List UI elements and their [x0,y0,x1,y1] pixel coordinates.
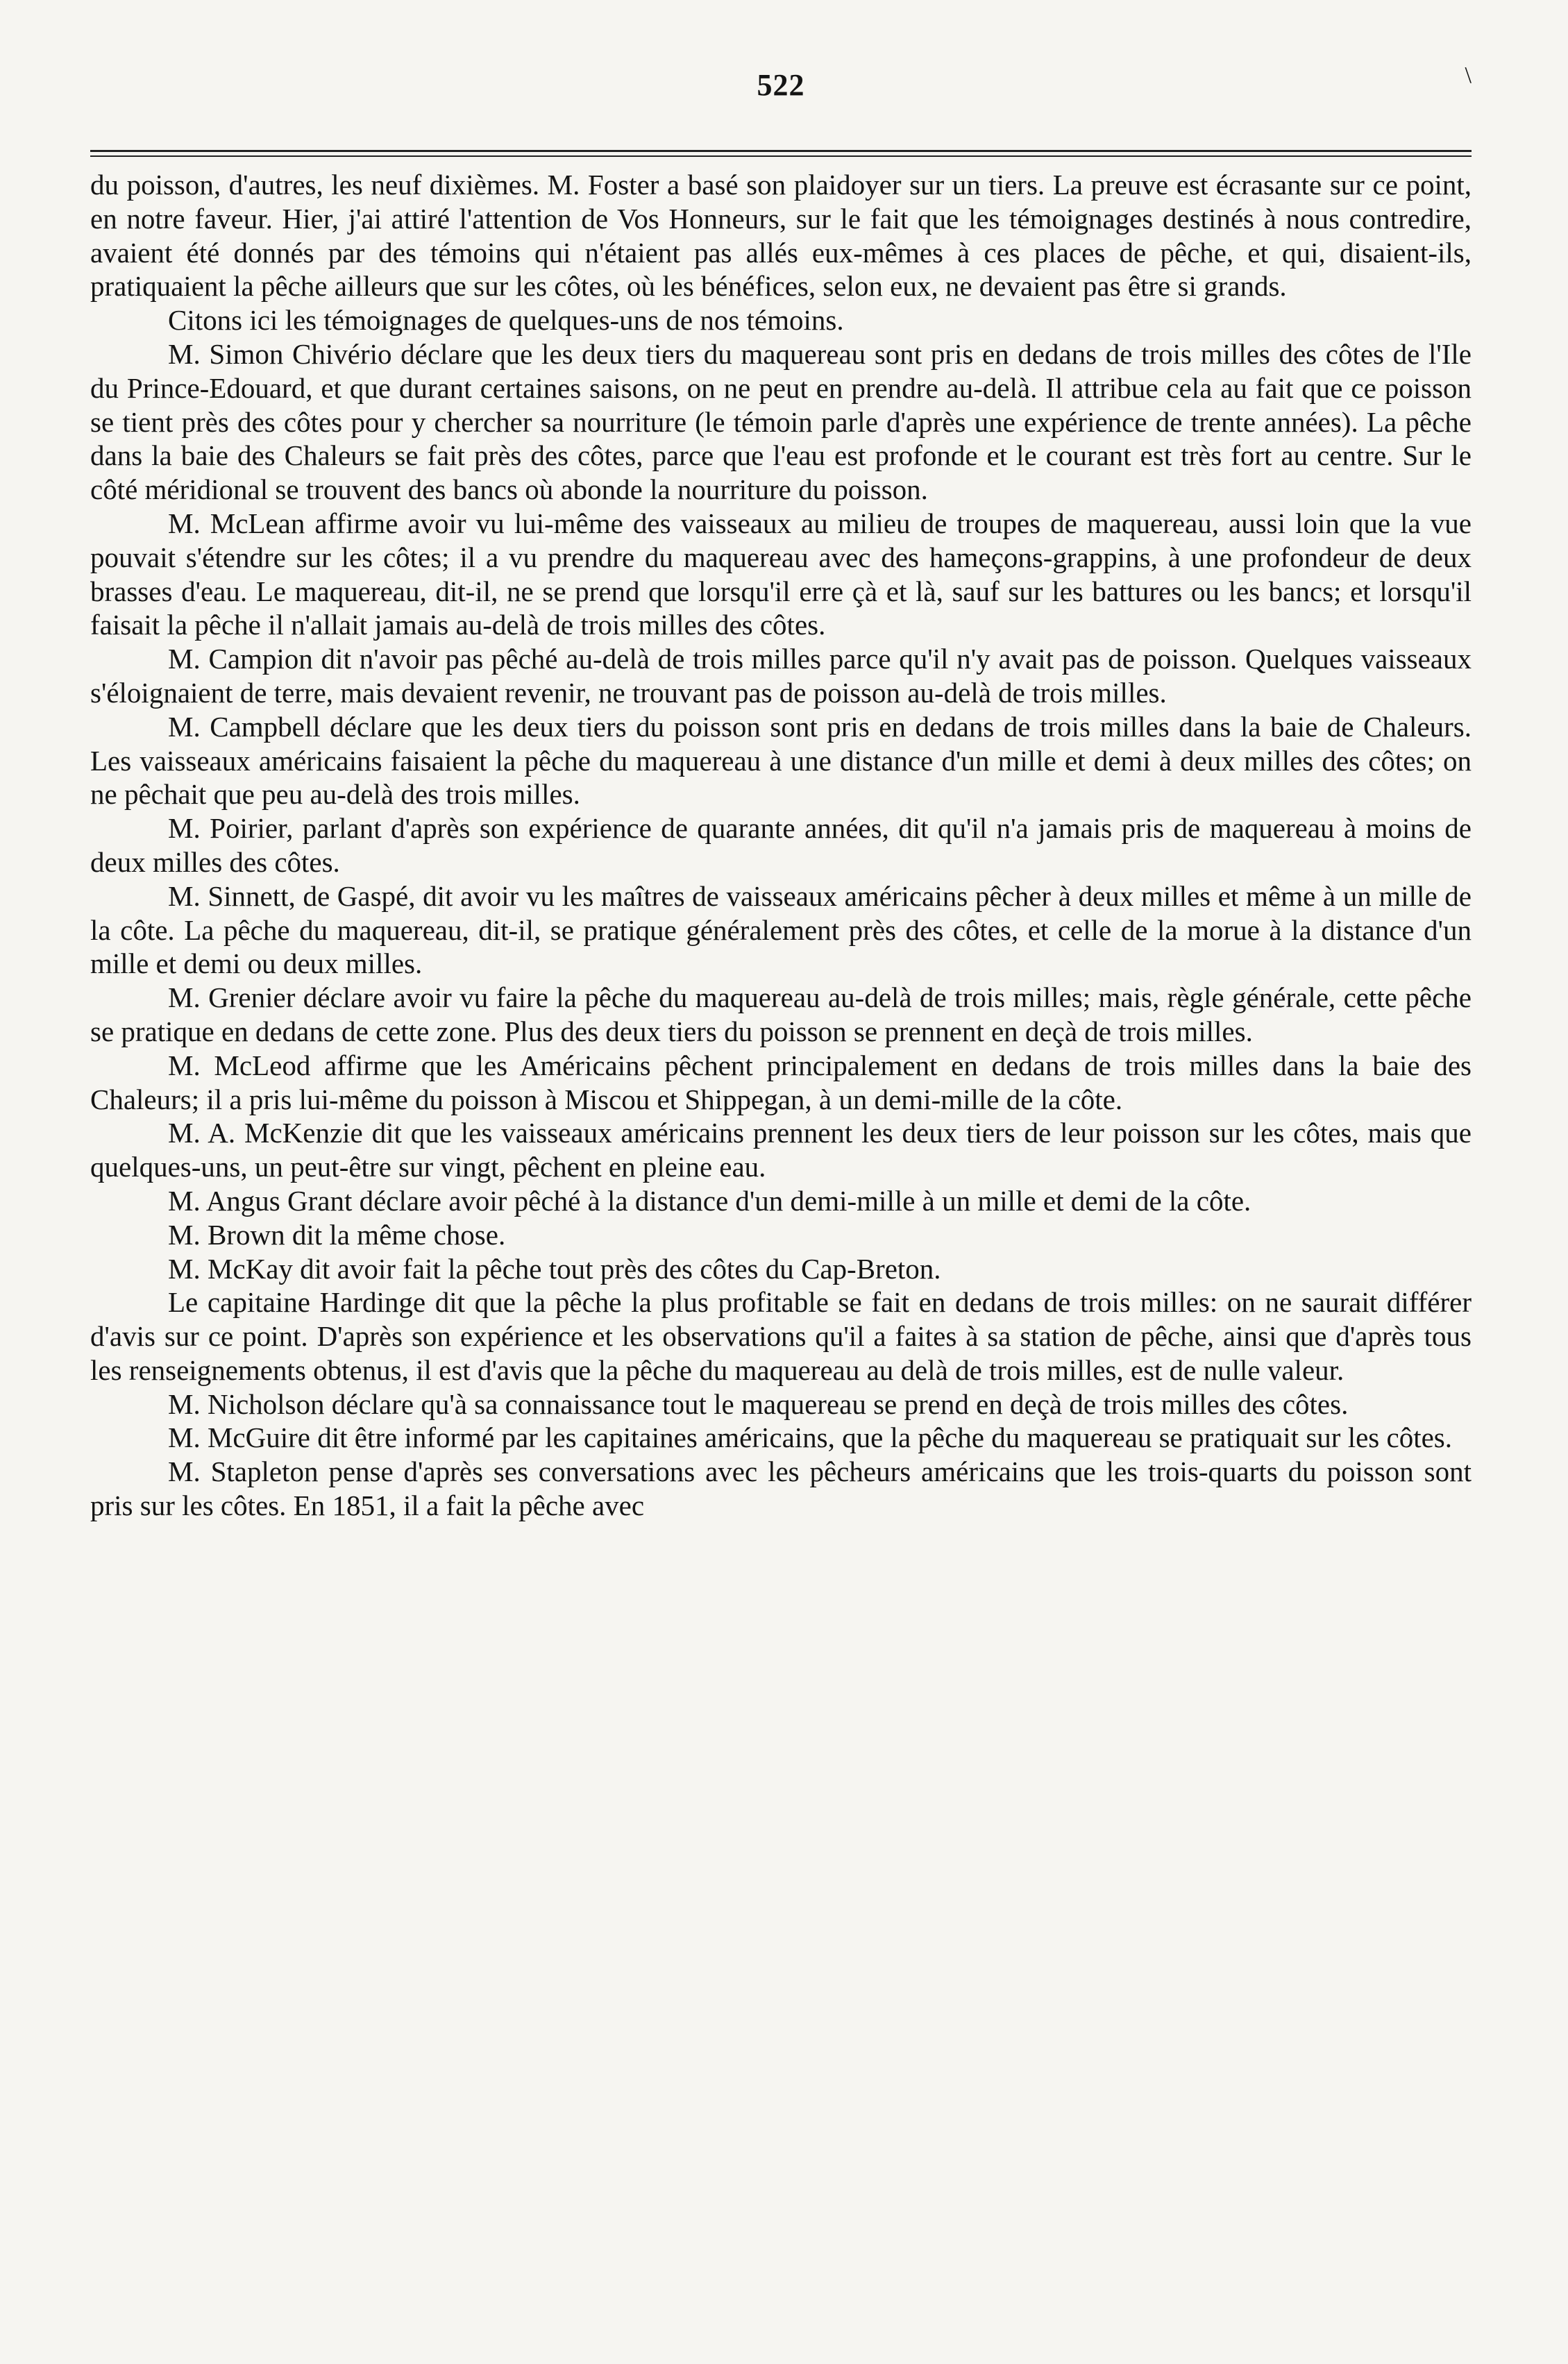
document-page [90,62,1472,1523]
paragraph-poirier: M. Poirier, parlant d'après son expérience de quarante années, dit qu'il n'a jamais pris de maquereau à moins de deux milles des côtes. [90,812,1472,878]
paragraph-grenier: M. Grenier déclare avoir vu faire la pêche du maquereau au-delà de trois milles; mais, règle générale, cette pêche se pratique en dedans de cette zone. Plus des deux tiers du poisson se prennent en deçà de trois milles. [90,981,1472,1047]
paragraph-brown: M. Brown dit la même chose. [168,1218,506,1251]
paragraph-mckay: M. McKay dit avoir fait la pêche tout près des côtes du Cap-Breton. [168,1252,941,1285]
paragraph-sinnett: M. Sinnett, de Gaspé, dit avoir vu les maîtres de vaisseaux américains pêcher à deux milles et même à un mille de la côte. La pêche du maquereau, dit-il, se pratique généralement près des côtes, et celle de la morue à la distance d'un mille et demi ou deux milles. [90,879,1472,980]
paragraph-mckenzie: M. A. McKenzie dit que les vaisseaux américains prennent les deux tiers de leur poisson sur les côtes, mais que quelques-uns, un peut-être sur vingt, pêchent en pleine eau. [90,1117,1472,1183]
paragraph-nicholson: M. Nicholson déclare qu'à sa connaissance tout le maquereau se prend en deçà de trois milles des côtes. [168,1387,1349,1420]
paragraph-continued: du poisson, d'autres, les neuf dixièmes. M. Foster a basé son plaidoyer sur un tiers. La preuve est écrasante sur ce point, en notre faveur. Hier, j'ai attiré l'attention de Vos Honneurs, sur le fait que les témoignages destinés à nous contredire, avaient été donnés par des témoins qui n'étaient pas allés eux-mêmes à ces places de pêche, et qui, disaient-ils, pratiquaient la pêche ailleurs que sur les côtes, où les bénéfices, selon eux, ne devaient pas être si grands. [90,169,1472,303]
paragraph-stapleton: M. Stapleton pense d'après ses conversations avec les pêcheurs américains que les trois-quarts du poisson sont pris sur les côtes. En 1851, il a fait la pêche avec [90,1455,1472,1522]
page-number: 522 [757,68,805,102]
header-rule [90,150,1472,157]
paragraph-mcleod: M. McLeod affirme que les Américains pêchent principalement en dedans de trois milles dans la baie des Chaleurs; il a pris lui-même du poisson à Miscou et Shippegan, à un demi-mille de la côte. [90,1049,1472,1115]
paragraph-grant: M. Angus Grant déclare avoir pêché à la distance d'un demi-mille à un mille et demi de la côte. [168,1184,1251,1217]
paragraph-campion: M. Campion dit n'avoir pas pêché au-delà de trois milles parce qu'il n'y avait pas de poisson. Quelques vaisseaux s'éloignaient de terre, mais devaient revenir, ne trouvant pas de poisson au-delà de trois milles. [90,643,1472,709]
paragraph-mcguire: M. McGuire dit être informé par les capitaines américains, que la pêche du maquereau se pratiquait sur les côtes. [168,1421,1452,1454]
paragraph-intro-witnesses: Citons ici les témoignages de quelques-uns de nos témoins. [168,304,844,337]
corner-mark: \ [1465,62,1472,88]
body-text [90,168,1472,1523]
paragraph-hardinge: Le capitaine Hardinge dit que la pêche la plus profitable se fait en dedans de trois milles: on ne saurait différer d'avis sur ce point. D'après son expérience et les observations qu'il a faites à sa station de pêche, ainsi que d'après tous les renseignements obtenus, il est d'avis que la pêche du maquereau au delà de trois milles, est de nulle valeur. [90,1286,1472,1386]
paragraph-campbell: M. Campbell déclare que les deux tiers du poisson sont pris en dedans de trois milles dans la baie de Chaleurs. Les vaisseaux américains faisaient la pêche du maquereau à une distance d'un mille et demi à deux milles des côtes; on ne pêchait que peu au-delà des trois milles. [90,710,1472,811]
paragraph-mclean: M. McLean affirme avoir vu lui-même des vaisseaux au milieu de troupes de maquereau, aussi loin que la vue pouvait s'étendre sur les côtes; il a vu prendre du maquereau avec des hameçons-grappins, à une profondeur de deux brasses d'eau. Le maquereau, dit-il, ne se prend que lorsqu'il erre çà et là, sauf sur les battures ou les bancs; et lorsqu'il faisait la pêche il n'allait jamais au-delà de trois milles des côtes. [90,507,1472,641]
paragraph-chiverio: M. Simon Chivério déclare que les deux tiers du maquereau sont pris en dedans de trois milles des côtes de l'Ile du Prince-Edouard, et que durant certaines saisons, on ne peut en prendre au-delà. Il attribue cela au fait que ce poisson se tient près des côtes pour y chercher sa nourriture (le témoin parle d'après une expérience de trente années). La pêche dans la baie des Chaleurs se fait près des côtes, parce que l'eau est profonde et le courant est très fort au centre. Sur le côté méridional se trouvent des bancs où abonde la nourriture du poisson. [90,337,1472,506]
